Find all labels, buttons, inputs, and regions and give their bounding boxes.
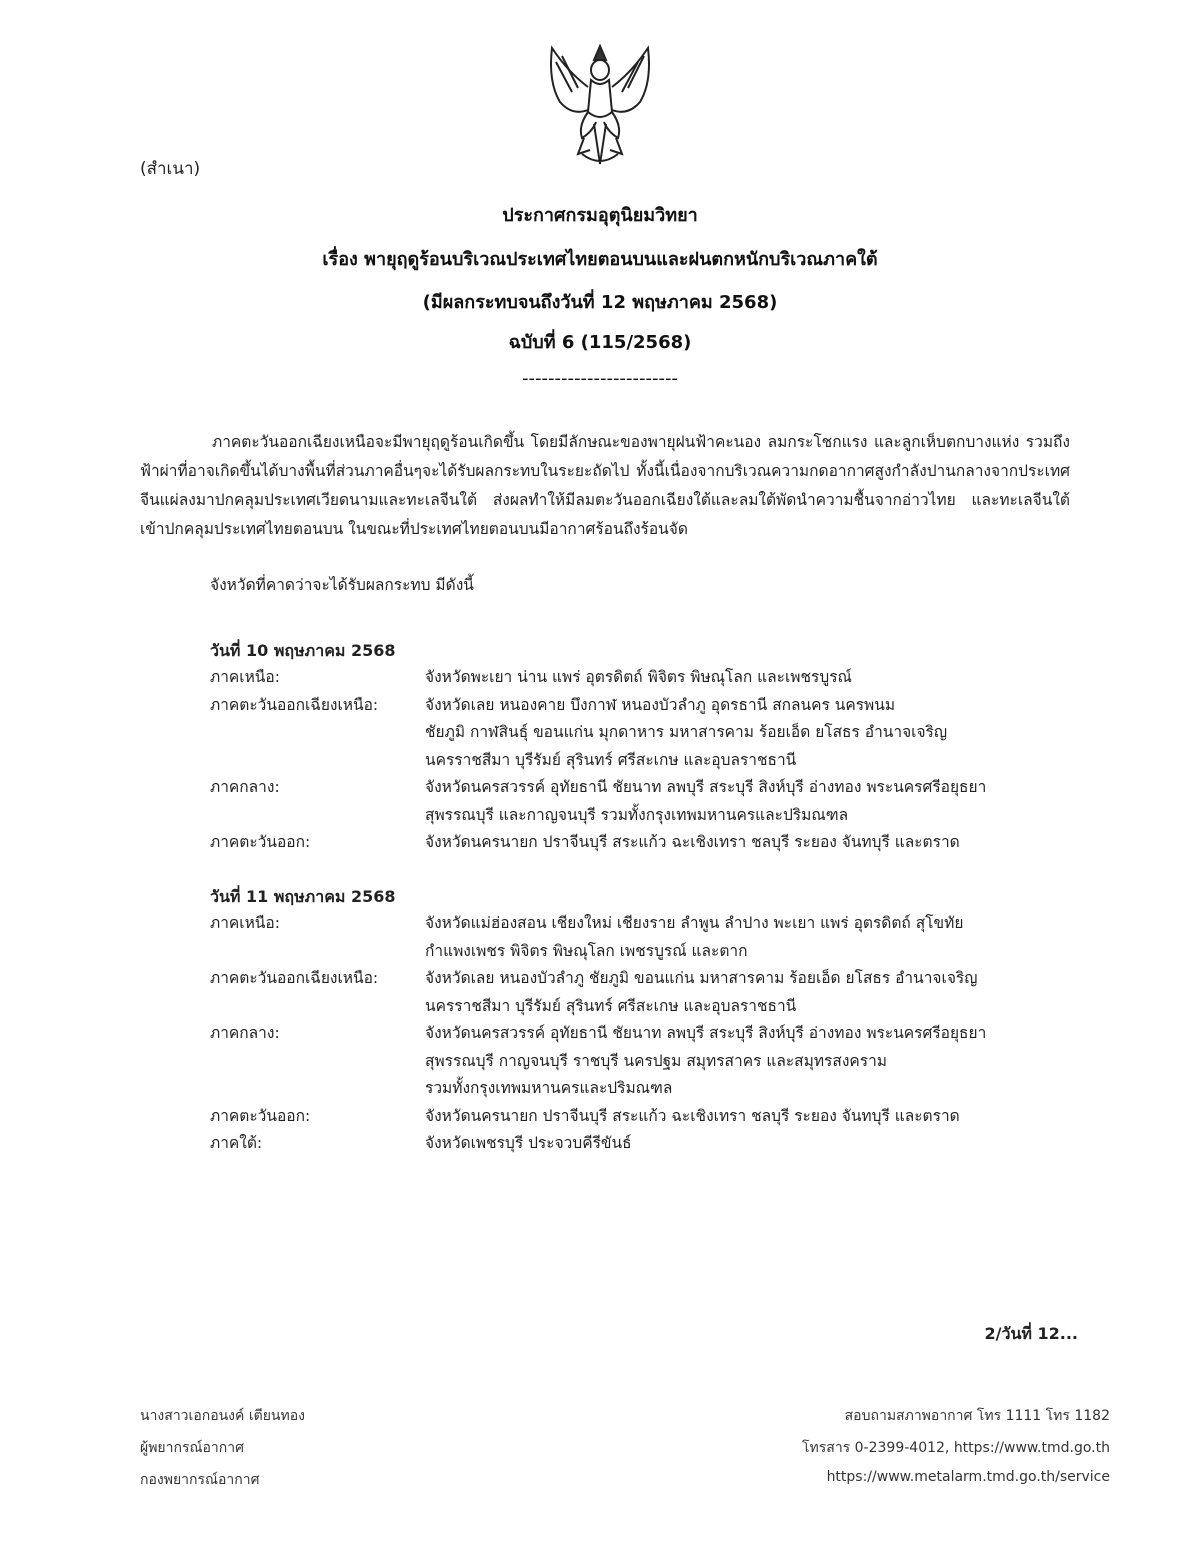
contact-service-url: https://www.metalarm.tmd.go.th/service (826, 1469, 1110, 1485)
region-row (210, 829, 1070, 857)
contact-phone: สอบถามสภาพอากาศ โทร 1111 โทร 1182 (844, 1408, 1110, 1424)
day-block (210, 883, 1070, 1158)
continuation-note: 2/วันที่ 12... (984, 1324, 1078, 1343)
region-row (210, 965, 1070, 993)
day-heading: วันที่ 10 พฤษภาคม 2568 (210, 641, 396, 660)
province-list: จังหวัดนครนายก ปราจีนบุรี สระแก้ว ฉะเชิงเทรา ชลบุรี ระยอง จันทบุรี และตราด (425, 833, 960, 851)
region-label: ภาคเหนือ: (210, 668, 280, 686)
region-label (210, 1048, 425, 1076)
region-label: ภาคเหนือ: (210, 914, 280, 932)
effective-period: (มีผลกระทบจนถึงวันที่ 12 พฤษภาคม 2568) (422, 292, 778, 313)
region-label: ภาคตะวันออกเฉียงเหนือ: (210, 695, 379, 714)
region-row (210, 1103, 1070, 1131)
province-list: จังหวัดเพชรบุรี ประจวบคีรีขันธ์ (425, 1134, 632, 1152)
province-list: นครราชสีมา บุรีรัมย์ สุรินทร์ ศรีสะเกษ และอุบลราชธานี (425, 996, 797, 1015)
province-list: จังหวัดเลย หนองบัวลำภู ชัยภูมิ ขอนแก่น มหาสารคาม ร้อยเอ็ด ยโสธร อำนาจเจริญ (425, 969, 978, 987)
region-label: ภาคใต้: (210, 1134, 263, 1152)
region-label: ภาคตะวันออก: (210, 1106, 311, 1125)
day-heading: วันที่ 11 พฤษภาคม 2568 (210, 887, 396, 906)
copy-mark: (สำเนา) (140, 159, 201, 179)
province-list: จังหวัดพะเยา น่าน แพร่ อุตรดิตถ์ พิจิตร พิษณุโลก และเพชรบูรณ์ (425, 668, 852, 686)
region-row (210, 774, 1070, 802)
region-row (210, 993, 1070, 1021)
region-row (210, 1130, 1070, 1158)
document-title: ประกาศกรมอุตุนิยมวิทยา (502, 205, 698, 226)
region-row (210, 1048, 1070, 1076)
region-label (210, 993, 425, 1021)
province-list: จังหวัดเลย หนองคาย บึงกาฬ หนองบัวลำภู อุดรธานี สกลนคร นครพนม (425, 695, 896, 714)
region-row (210, 692, 1070, 720)
province-list: รวมทั้งกรุงเทพมหานครและปริมณฑล (425, 1079, 673, 1097)
region-row (210, 664, 1070, 692)
province-list: สุพรรณบุรี และกาญจนบุรี รวมทั้งกรุงเทพมหานครและปริมณฑล (425, 805, 849, 824)
contact-fax-website: โทรสาร 0-2399-4012, https://www.tmd.go.th (802, 1440, 1110, 1456)
region-row (210, 719, 1070, 747)
region-label (210, 719, 425, 747)
document-subject: เรื่อง พายุฤดูร้อนบริเวณประเทศไทยตอนบนและฝนตกหนักบริเวณภาคใต้ (322, 249, 878, 270)
region-label: ภาคกลาง: (210, 1024, 280, 1042)
province-list: จังหวัดแม่ฮ่องสอน เชียงใหม่ เชียงราย ลำพูน ลำปาง พะเยา แพร่ อุตรดิตถ์ สุโขทัย (425, 914, 964, 932)
title-divider: ------------------------ (522, 368, 678, 389)
region-row (210, 1075, 1070, 1103)
paragraph-text: ภาคตะวันออกเฉียงเหนือจะมีพายุฤดูร้อนเกิดขึ้น โดยมีลักษณะของพายุฝนฟ้าคะนอง ลมกระโชกแรง และลูกเห็บตกบางแห่ง รวมถึงฟ้าผ่าที่อาจเกิดขึ้นได้บางพื้นที่ส่วนภาคอื่นๆจะได้รับผลกระทบในระยะถัดไป ทั้งนี้เนื่องจากบริเวณความกดอากาศสูงกำลังปานกลางจากประเทศจีนแผ่ลงมาปกคลุมประเทศเวียดนามและทะเลจีนใต้ ส่งผลทำให้มีลมตะวันออกเฉียงใต้และลมใต้พัดนำความชื้นจากอ่าวไทย และทะเลจีนใต้เข้าปกคลุมประเทศไทยตอนบน ในขณะที่ประเทศไทยตอนบนมีอากาศร้อนถึงร้อนจัด (140, 433, 1070, 538)
region-row (210, 802, 1070, 830)
region-row (210, 1020, 1070, 1048)
region-row (210, 747, 1070, 775)
province-list: นครราชสีมา บุรีรัมย์ สุรินทร์ ศรีสะเกษ และอุบลราชธานี (425, 750, 797, 769)
forecaster-division: กองพยากรณ์อากาศ (140, 1472, 260, 1488)
province-list: สุพรรณบุรี กาญจนบุรี ราชบุรี นครปฐม สมุทรสาคร และสมุทรสงคราม (425, 1051, 888, 1070)
region-label (210, 747, 425, 775)
garuda-emblem-icon (538, 42, 662, 170)
region-label (210, 802, 425, 830)
region-row (210, 910, 1070, 938)
body-paragraph (140, 428, 1070, 544)
province-list: จังหวัดนครสวรรค์ อุทัยธานี ชัยนาท ลพบุรี สระบุรี สิงห์บุรี อ่างทอง พระนครศรีอยุธยา (425, 1024, 987, 1042)
issue-number: ฉบับที่ 6 (115/2568) (508, 332, 692, 353)
region-label (210, 1075, 425, 1103)
affected-provinces-intro: จังหวัดที่คาดว่าจะได้รับผลกระทบ มีดังนี้ (210, 576, 474, 594)
province-list: ชัยภูมิ กาฬสินธุ์ ขอนแก่น มุกดาหาร มหาสารคาม ร้อยเอ็ด ยโสธร อำนาจเจริญ (425, 723, 948, 741)
province-list: จังหวัดนครนายก ปราจีนบุรี สระแก้ว ฉะเชิงเทรา ชลบุรี ระยอง จันทบุรี และตราด (425, 1106, 960, 1125)
region-row (210, 938, 1070, 966)
province-list: กำแพงเพชร พิจิตร พิษณุโลก เพชรบูรณ์ และตาก (425, 941, 748, 960)
region-label: ภาคกลาง: (210, 778, 280, 796)
forecaster-title: ผู้พยากรณ์อากาศ (140, 1440, 244, 1456)
province-list: จังหวัดนครสวรรค์ อุทัยธานี ชัยนาท ลพบุรี สระบุรี สิงห์บุรี อ่างทอง พระนครศรีอยุธยา (425, 778, 987, 796)
region-label: ภาคตะวันออก: (210, 833, 311, 851)
region-label (210, 938, 425, 966)
region-label: ภาคตะวันออกเฉียงเหนือ: (210, 969, 379, 987)
forecaster-name: นางสาวเอกอนงค์ เตียนทอง (140, 1408, 305, 1424)
day-block (210, 637, 1070, 857)
